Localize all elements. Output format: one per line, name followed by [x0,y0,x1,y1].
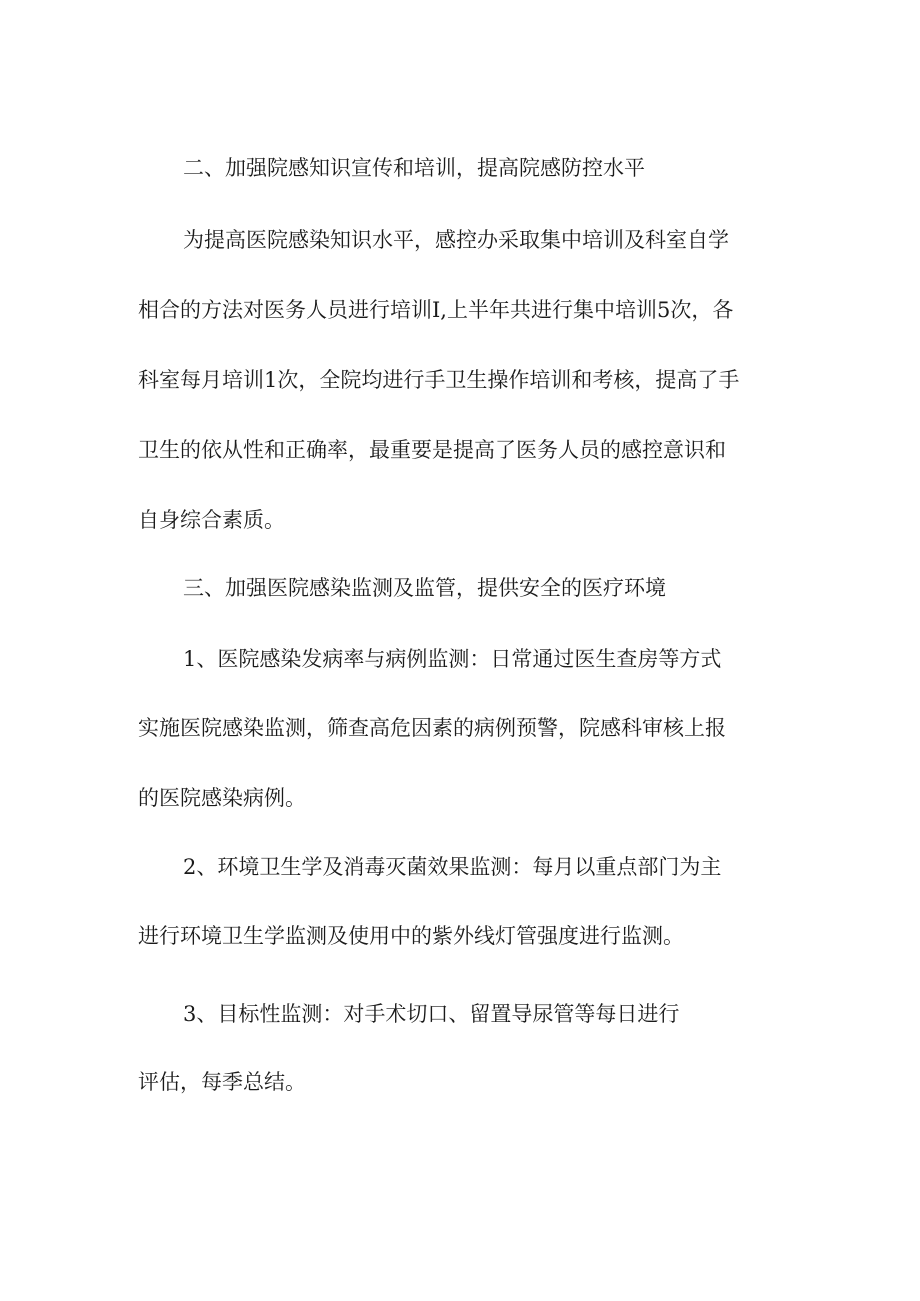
item2-line: 进行环境卫生学监测及使用中的紫外线灯管强度进行监测。 [138,924,684,948]
item3-line: 3、目标性监测：对手术切口、留置导尿管等每日进行 [183,1002,680,1026]
item1-line: 1、医院感染发病率与病例监测：日常通过医生查房等方式 [183,647,722,671]
item1-line: 实施医院感染监测，筛查高危因素的病例预警，院感科审核上报 [138,716,726,740]
paragraph-line: 为提高医院感染知识水平，感控办采取集中培训及科室自学 [183,228,729,252]
item1-line: 的医院感染病例。 [138,786,306,810]
paragraph-line: 卫生的依从性和正确率，最重要是提高了医务人员的感控意识和 [138,438,726,462]
item2-line: 2、环境卫生学及消毒灭菌效果监测：每月以重点部门为主 [183,855,722,879]
paragraph-line: 相合的方法对医务人员进行培训I,上半年共进行集中培训5次，各 [138,298,734,322]
section2-heading: 二、加强院感知识宣传和培训，提高院感防控水平 [183,156,645,180]
paragraph-line: 自身综合素质。 [138,508,285,532]
paragraph-line: 科室每月培训1次，全院均进行手卫生操作培训和考核，提高了手 [138,368,740,392]
item3-line: 评估，每季总结。 [138,1070,306,1094]
section3-heading: 三、加强医院感染监测及监管，提供安全的医疗环境 [183,576,666,600]
